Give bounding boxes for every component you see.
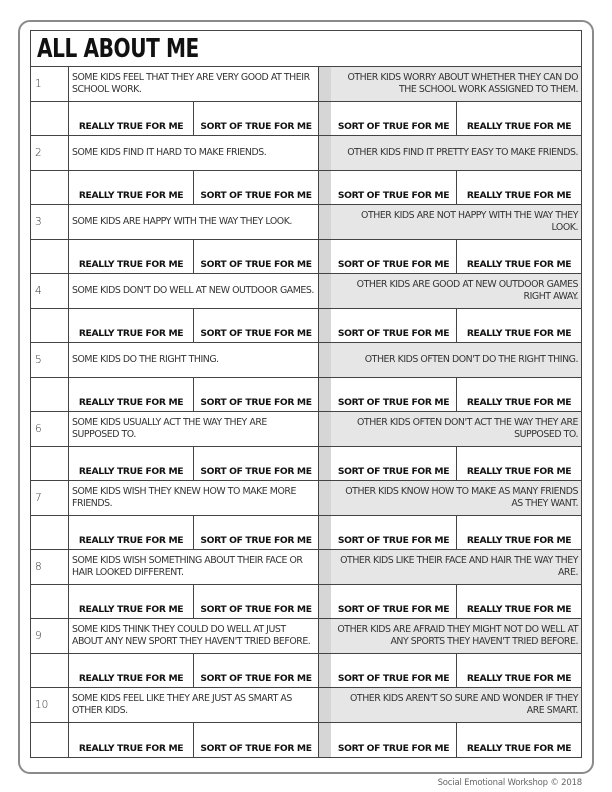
question-number: 2 xyxy=(31,136,69,170)
option-left-really-true[interactable]: REALLY TRUE FOR ME xyxy=(69,654,194,687)
left-statement: SOME KIDS FEEL LIKE THEY ARE JUST AS SMART AS OTHER KIDS. xyxy=(69,688,319,722)
left-statement: SOME KIDS USUALLY ACT THE WAY THEY ARE SUPPOSED TO. xyxy=(69,412,319,446)
right-statement: OTHER KIDS OFTEN DON'T ACT THE WAY THEY ARE SUPPOSED TO. xyxy=(331,412,581,446)
option-right-sort-of-true[interactable]: SORT OF TRUE FOR ME xyxy=(331,240,457,273)
column-divider xyxy=(319,481,331,515)
option-left-really-true[interactable]: REALLY TRUE FOR ME xyxy=(69,378,194,411)
question-number: 8 xyxy=(31,550,69,584)
answer-row-spacer xyxy=(31,447,69,480)
option-left-sort-of-true[interactable]: SORT OF TRUE FOR ME xyxy=(194,447,319,480)
option-left-really-true[interactable]: REALLY TRUE FOR ME xyxy=(69,309,194,342)
column-divider xyxy=(319,723,331,757)
option-right-sort-of-true[interactable]: SORT OF TRUE FOR ME xyxy=(331,309,457,342)
column-divider xyxy=(319,447,331,480)
column-divider xyxy=(319,309,331,342)
question-number: 7 xyxy=(31,481,69,515)
option-left-really-true[interactable]: REALLY TRUE FOR ME xyxy=(69,516,194,549)
page-title: ALL ABOUT ME xyxy=(37,33,199,64)
question-row xyxy=(31,619,581,654)
left-statement: SOME KIDS WISH THEY KNEW HOW TO MAKE MORE FRIENDS. xyxy=(69,481,319,515)
column-divider xyxy=(319,205,331,239)
option-right-really-true[interactable]: REALLY TRUE FOR ME xyxy=(466,190,572,201)
option-left-really-true[interactable]: REALLY TRUE FOR ME xyxy=(69,240,194,273)
option-left-really-true[interactable]: REALLY TRUE FOR ME xyxy=(69,585,194,618)
answer-row-spacer xyxy=(31,171,69,204)
option-left-really-true[interactable]: REALLY TRUE FOR ME xyxy=(69,723,194,757)
left-statement: SOME KIDS DO THE RIGHT THING. xyxy=(69,343,319,377)
question-rows xyxy=(31,67,581,757)
column-divider xyxy=(319,274,331,308)
answer-row xyxy=(31,654,581,688)
question-row xyxy=(31,688,581,723)
right-statement: OTHER KIDS OFTEN DON'T DO THE RIGHT THING. xyxy=(331,343,581,377)
option-right-really-true[interactable]: REALLY TRUE FOR ME xyxy=(466,259,572,270)
column-divider xyxy=(319,516,331,549)
option-right-sort-of-true[interactable]: SORT OF TRUE FOR ME xyxy=(331,723,457,757)
column-divider xyxy=(319,102,331,135)
title-row xyxy=(31,31,581,67)
option-right-really-true[interactable]: REALLY TRUE FOR ME xyxy=(466,121,572,132)
question-row xyxy=(31,136,581,171)
option-left-sort-of-true[interactable]: SORT OF TRUE FOR ME xyxy=(194,516,319,549)
column-divider xyxy=(319,136,331,170)
answer-row xyxy=(31,723,581,757)
answer-row xyxy=(31,516,581,550)
answer-row-spacer xyxy=(31,585,69,618)
left-statement: SOME KIDS ARE HAPPY WITH THE WAY THEY LOOK. xyxy=(69,205,319,239)
option-left-sort-of-true[interactable]: SORT OF TRUE FOR ME xyxy=(194,240,319,273)
right-statement: OTHER KIDS AREN'T SO SURE AND WONDER IF THEY ARE SMART. xyxy=(331,688,581,722)
questionnaire-table xyxy=(30,30,582,758)
question-row xyxy=(31,343,581,378)
left-statement: SOME KIDS FEEL THAT THEY ARE VERY GOOD AT THEIR SCHOOL WORK. xyxy=(69,67,319,101)
question-number: 4 xyxy=(31,274,69,308)
right-statement: OTHER KIDS WORRY ABOUT WHETHER THEY CAN DO THE SCHOOL WORK ASSIGNED TO THEM. xyxy=(331,67,581,101)
right-statement: OTHER KIDS FIND IT PRETTY EASY TO MAKE FRIENDS. xyxy=(331,136,581,170)
option-right-really-true[interactable]: REALLY TRUE FOR ME xyxy=(466,535,572,546)
column-divider xyxy=(319,654,331,687)
question-row xyxy=(31,481,581,516)
column-divider xyxy=(319,412,331,446)
option-right-sort-of-true[interactable]: SORT OF TRUE FOR ME xyxy=(331,378,457,411)
column-divider xyxy=(319,240,331,273)
option-left-really-true[interactable]: REALLY TRUE FOR ME xyxy=(69,171,194,204)
option-left-sort-of-true[interactable]: SORT OF TRUE FOR ME xyxy=(194,654,319,687)
column-divider xyxy=(319,550,331,584)
option-right-really-true[interactable]: REALLY TRUE FOR ME xyxy=(466,604,572,615)
answer-row-spacer xyxy=(31,309,69,342)
left-statement: SOME KIDS THINK THEY COULD DO WELL AT JUST ABOUT ANY NEW SPORT THEY HAVEN'T TRIED BEFORE. xyxy=(69,619,319,653)
copyright-footer: Social Emotional Workshop © 2018 xyxy=(437,778,582,788)
option-right-sort-of-true[interactable]: SORT OF TRUE FOR ME xyxy=(331,447,457,480)
option-left-sort-of-true[interactable]: SORT OF TRUE FOR ME xyxy=(194,309,319,342)
column-divider xyxy=(319,585,331,618)
right-statement: OTHER KIDS ARE NOT HAPPY WITH THE WAY THEY LOOK. xyxy=(331,205,581,239)
left-statement: SOME KIDS DON'T DO WELL AT NEW OUTDOOR GAMES. xyxy=(69,274,319,308)
right-statement: OTHER KIDS ARE GOOD AT NEW OUTDOOR GAMES RIGHT AWAY. xyxy=(331,274,581,308)
left-statement: SOME KIDS WISH SOMETHING ABOUT THEIR FACE OR HAIR LOOKED DIFFERENT. xyxy=(69,550,319,584)
column-divider xyxy=(319,67,331,101)
column-divider xyxy=(319,378,331,411)
option-right-really-true[interactable]: REALLY TRUE FOR ME xyxy=(466,466,572,477)
question-number: 5 xyxy=(31,343,69,377)
option-right-really-true[interactable]: REALLY TRUE FOR ME xyxy=(466,397,572,408)
option-left-sort-of-true[interactable]: SORT OF TRUE FOR ME xyxy=(194,585,319,618)
option-right-really-true[interactable]: REALLY TRUE FOR ME xyxy=(466,743,572,754)
right-statement: OTHER KIDS KNOW HOW TO MAKE AS MANY FRIENDS AS THEY WANT. xyxy=(331,481,581,515)
answer-row xyxy=(31,102,581,136)
right-statement: OTHER KIDS ARE AFRAID THEY MIGHT NOT DO WELL AT ANY SPORTS THEY HAVEN'T TRIED BEFORE. xyxy=(331,619,581,653)
answer-row-spacer xyxy=(31,516,69,549)
option-left-sort-of-true[interactable]: SORT OF TRUE FOR ME xyxy=(194,171,319,204)
option-right-really-true[interactable]: REALLY TRUE FOR ME xyxy=(466,673,572,684)
option-right-sort-of-true[interactable]: SORT OF TRUE FOR ME xyxy=(331,585,457,618)
question-number: 1 xyxy=(31,67,69,101)
answer-row xyxy=(31,309,581,343)
answer-row xyxy=(31,447,581,481)
answer-row-spacer xyxy=(31,102,69,135)
column-divider xyxy=(319,688,331,722)
question-row xyxy=(31,274,581,309)
option-right-sort-of-true[interactable]: SORT OF TRUE FOR ME xyxy=(331,654,457,687)
answer-row xyxy=(31,585,581,619)
right-statement: OTHER KIDS LIKE THEIR FACE AND HAIR THE WAY THEY ARE. xyxy=(331,550,581,584)
left-statement: SOME KIDS FIND IT HARD TO MAKE FRIENDS. xyxy=(69,136,319,170)
option-right-sort-of-true[interactable]: SORT OF TRUE FOR ME xyxy=(331,171,457,204)
column-divider xyxy=(319,171,331,204)
answer-row-spacer xyxy=(31,240,69,273)
question-number: 9 xyxy=(31,619,69,653)
answer-row xyxy=(31,240,581,274)
option-right-really-true[interactable]: REALLY TRUE FOR ME xyxy=(466,328,572,339)
question-number: 3 xyxy=(31,205,69,239)
option-left-sort-of-true[interactable]: SORT OF TRUE FOR ME xyxy=(194,102,319,135)
question-row xyxy=(31,205,581,240)
question-row xyxy=(31,550,581,585)
answer-row-spacer xyxy=(31,378,69,411)
option-left-sort-of-true[interactable]: SORT OF TRUE FOR ME xyxy=(194,723,319,757)
answer-row xyxy=(31,378,581,412)
answer-row xyxy=(31,171,581,205)
option-left-sort-of-true[interactable]: SORT OF TRUE FOR ME xyxy=(194,378,319,411)
question-row xyxy=(31,412,581,447)
question-number: 6 xyxy=(31,412,69,446)
question-number: 10 xyxy=(31,688,69,722)
answer-row-spacer xyxy=(31,654,69,687)
answer-row-spacer xyxy=(31,723,69,757)
option-right-sort-of-true[interactable]: SORT OF TRUE FOR ME xyxy=(331,102,457,135)
option-left-really-true[interactable]: REALLY TRUE FOR ME xyxy=(69,102,194,135)
column-divider xyxy=(319,343,331,377)
column-divider xyxy=(319,619,331,653)
option-right-sort-of-true[interactable]: SORT OF TRUE FOR ME xyxy=(331,516,457,549)
question-row xyxy=(31,67,581,102)
option-left-really-true[interactable]: REALLY TRUE FOR ME xyxy=(69,447,194,480)
